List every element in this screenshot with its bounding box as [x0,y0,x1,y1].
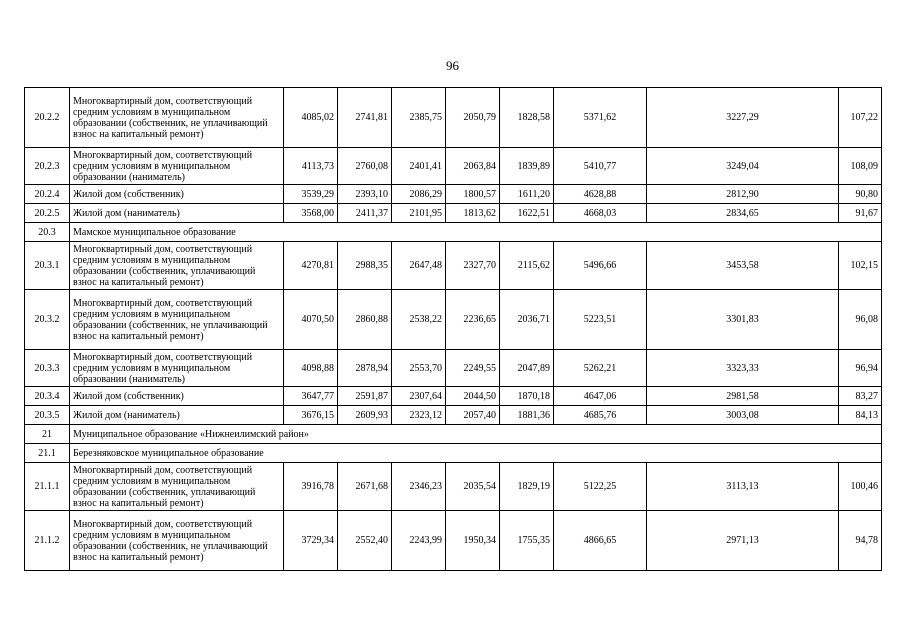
table-row [25,148,882,185]
table-row [25,242,882,290]
value-cell-4: 1950,34 [446,511,500,571]
table-row [25,290,882,350]
value-cell-1: 4085,02 [284,88,338,148]
row-code: 20.2.5 [25,204,70,223]
table-row [25,350,882,387]
value-cell-7: 2971,13 [647,511,839,571]
value-cell-4: 2249,55 [446,350,500,387]
value-cell-3: 2538,22 [392,290,446,350]
value-cell-2: 2878,94 [338,350,392,387]
value-cell-5: 1870,18 [500,387,554,406]
value-cell-1: 3729,34 [284,511,338,571]
row-code: 21.1 [25,444,70,463]
value-cell-4: 1813,62 [446,204,500,223]
value-cell-2: 2411,37 [338,204,392,223]
row-code: 20.3.3 [25,350,70,387]
value-cell-7: 3227,29 [647,88,839,148]
value-cell-3: 2401,41 [392,148,446,185]
value-cell-7: 3003,08 [647,406,839,425]
row-description: Жилой дом (собственник) [70,387,284,406]
value-cell-7: 3301,83 [647,290,839,350]
value-cell-8: 100,46 [839,463,882,511]
value-cell-7: 3113,13 [647,463,839,511]
row-description: Многоквартирный дом, соответствующий средним условиям в муниципальном образовании (собственник, уплачивающий взнос на капитальный ремонт) [70,242,284,290]
row-code: 21.1.2 [25,511,70,571]
value-cell-8: 96,94 [839,350,882,387]
value-cell-8: 84,13 [839,406,882,425]
row-description: Многоквартирный дом, соответствующий средним условиям в муниципальном образовании (собственник, не уплачивающий взнос на капитальный ремонт) [70,290,284,350]
section-row [25,223,882,242]
section-title: Муниципальное образование «Нижнеилимский район» [70,425,882,444]
table-body [25,88,882,571]
value-cell-1: 4270,81 [284,242,338,290]
value-cell-2: 2860,88 [338,290,392,350]
page-number: 96 [446,58,459,73]
value-cell-5: 1829,19 [500,463,554,511]
value-cell-5: 1611,20 [500,185,554,204]
value-cell-6: 4866,65 [554,511,647,571]
section-title: Березняковское муниципальное образование [70,444,882,463]
value-cell-6: 5371,62 [554,88,647,148]
value-cell-1: 4098,88 [284,350,338,387]
row-code: 20.2.2 [25,88,70,148]
value-cell-4: 2327,70 [446,242,500,290]
row-code: 20.2.4 [25,185,70,204]
value-cell-2: 2671,68 [338,463,392,511]
value-cell-7: 3453,58 [647,242,839,290]
value-cell-5: 2115,62 [500,242,554,290]
value-cell-5: 1622,51 [500,204,554,223]
value-cell-5: 1881,36 [500,406,554,425]
table-row [25,387,882,406]
value-cell-6: 4647,06 [554,387,647,406]
value-cell-5: 2047,89 [500,350,554,387]
value-cell-3: 2243,99 [392,511,446,571]
value-cell-6: 5496,66 [554,242,647,290]
value-cell-1: 4113,73 [284,148,338,185]
value-cell-1: 3568,00 [284,204,338,223]
value-cell-2: 2760,08 [338,148,392,185]
row-code: 21 [25,425,70,444]
row-description: Жилой дом (собственник) [70,185,284,204]
row-code: 20.3.4 [25,387,70,406]
value-cell-1: 3676,15 [284,406,338,425]
value-cell-2: 2988,35 [338,242,392,290]
value-cell-7: 2981,58 [647,387,839,406]
row-description: Жилой дом (наниматель) [70,406,284,425]
value-cell-2: 2552,40 [338,511,392,571]
value-cell-6: 4668,03 [554,204,647,223]
tariff-table [24,87,882,571]
row-description: Многоквартирный дом, соответствующий средним условиям в муниципальном образовании (наниматель) [70,148,284,185]
value-cell-5: 1755,35 [500,511,554,571]
value-cell-2: 2609,93 [338,406,392,425]
value-cell-3: 2101,95 [392,204,446,223]
value-cell-5: 2036,71 [500,290,554,350]
section-row [25,444,882,463]
table-row [25,406,882,425]
value-cell-8: 83,27 [839,387,882,406]
value-cell-6: 5262,21 [554,350,647,387]
value-cell-4: 2050,79 [446,88,500,148]
value-cell-4: 1800,57 [446,185,500,204]
table-row [25,204,882,223]
value-cell-7: 3249,04 [647,148,839,185]
value-cell-3: 2086,29 [392,185,446,204]
row-code: 20.3 [25,223,70,242]
value-cell-3: 2553,70 [392,350,446,387]
value-cell-8: 102,15 [839,242,882,290]
value-cell-7: 3323,33 [647,350,839,387]
value-cell-1: 4070,50 [284,290,338,350]
row-code: 21.1.1 [25,463,70,511]
value-cell-3: 2647,48 [392,242,446,290]
value-cell-8: 90,80 [839,185,882,204]
value-cell-1: 3916,78 [284,463,338,511]
row-description: Многоквартирный дом, соответствующий средним условиям в муниципальном образовании (собственник, уплачивающий взнос на капитальный ремонт) [70,463,284,511]
value-cell-8: 91,67 [839,204,882,223]
table-row [25,185,882,204]
value-cell-3: 2385,75 [392,88,446,148]
table-row [25,463,882,511]
value-cell-1: 3539,29 [284,185,338,204]
row-code: 20.3.2 [25,290,70,350]
value-cell-6: 4685,76 [554,406,647,425]
section-row [25,425,882,444]
table-row [25,511,882,571]
row-code: 20.3.5 [25,406,70,425]
row-code: 20.3.1 [25,242,70,290]
value-cell-8: 94,78 [839,511,882,571]
value-cell-8: 96,08 [839,290,882,350]
value-cell-4: 2035,54 [446,463,500,511]
row-description: Многоквартирный дом, соответствующий средним условиям в муниципальном образовании (собственник, не уплачивающий взнос на капитальный ремонт) [70,88,284,148]
value-cell-2: 2741,81 [338,88,392,148]
value-cell-4: 2063,84 [446,148,500,185]
value-cell-3: 2323,12 [392,406,446,425]
value-cell-3: 2307,64 [392,387,446,406]
value-cell-6: 4628,88 [554,185,647,204]
value-cell-6: 5122,25 [554,463,647,511]
value-cell-8: 107,22 [839,88,882,148]
value-cell-5: 1828,58 [500,88,554,148]
value-cell-3: 2346,23 [392,463,446,511]
row-description: Многоквартирный дом, соответствующий средним условиям в муниципальном образовании (собственник, не уплачивающий взнос на капитальный ремонт) [70,511,284,571]
value-cell-5: 1839,89 [500,148,554,185]
value-cell-4: 2044,50 [446,387,500,406]
value-cell-8: 108,09 [839,148,882,185]
section-title: Мамское муниципальное образование [70,223,882,242]
value-cell-6: 5223,51 [554,290,647,350]
value-cell-2: 2393,10 [338,185,392,204]
row-description: Жилой дом (наниматель) [70,204,284,223]
value-cell-1: 3647,77 [284,387,338,406]
value-cell-4: 2057,40 [446,406,500,425]
row-description: Многоквартирный дом, соответствующий средним условиям в муниципальном образовании (наниматель) [70,350,284,387]
value-cell-7: 2834,65 [647,204,839,223]
table-row [25,88,882,148]
value-cell-2: 2591,87 [338,387,392,406]
value-cell-4: 2236,65 [446,290,500,350]
value-cell-7: 2812,90 [647,185,839,204]
value-cell-6: 5410,77 [554,148,647,185]
row-code: 20.2.3 [25,148,70,185]
